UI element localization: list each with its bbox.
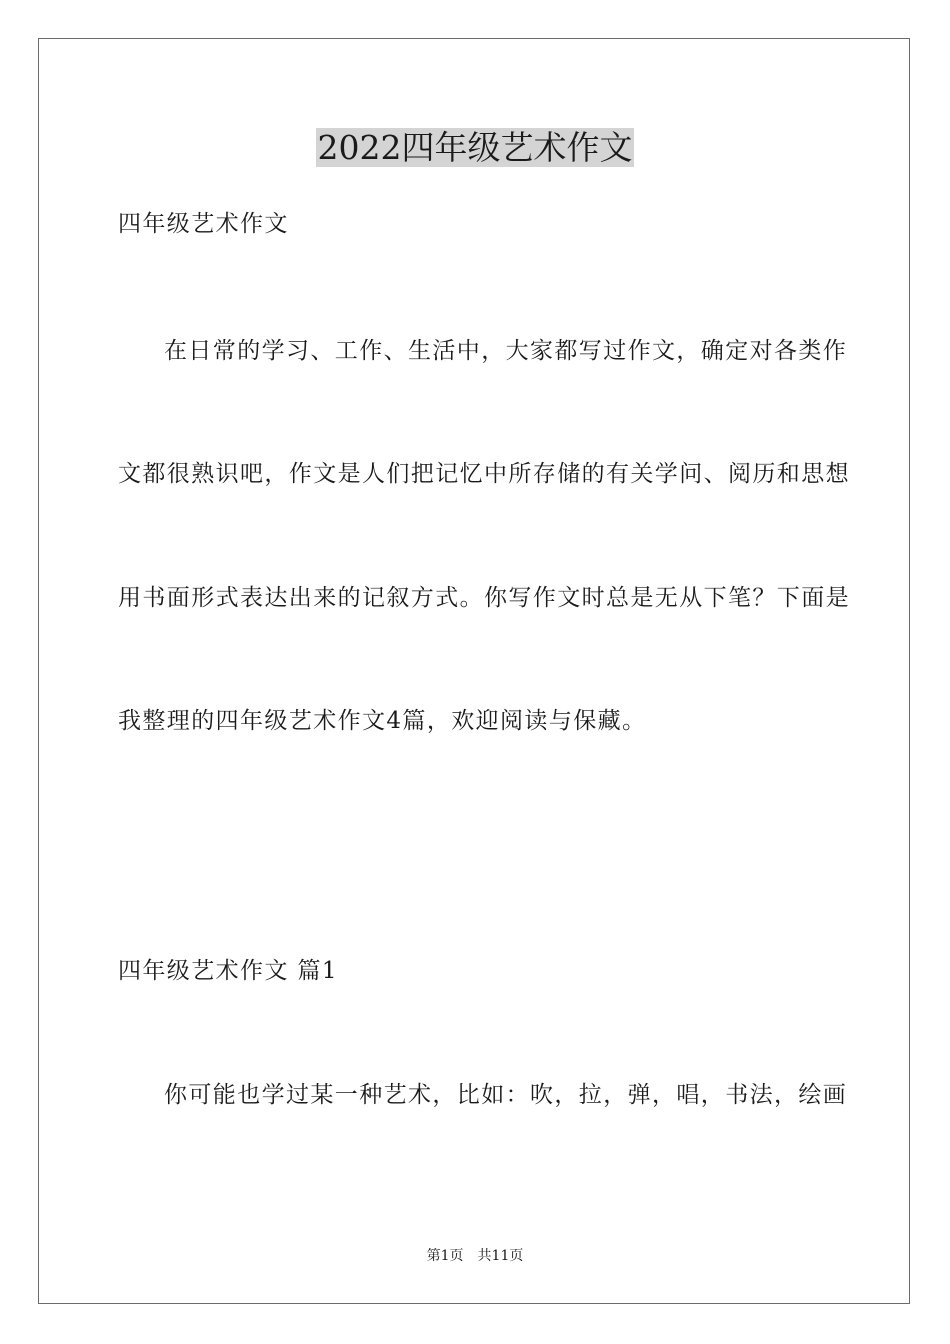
section-heading: 四年级艺术作文 篇1 bbox=[118, 958, 338, 984]
page-footer bbox=[0, 1247, 950, 1265]
page-total: 共11页 bbox=[477, 1248, 524, 1264]
document-title bbox=[0, 126, 950, 170]
document-title-text: 2022四年级艺术作文 bbox=[317, 128, 633, 167]
section-heading: 四年级艺术作文 bbox=[118, 211, 289, 237]
page-number: 第1页 bbox=[426, 1248, 464, 1264]
paragraph-line: 文都很熟识吧，作文是人们把记忆中所存储的有关学问、阅历和思想 bbox=[118, 461, 850, 487]
paragraph-line: 你可能也学过某一种艺术，比如：吹，拉，弹，唱，书法，绘画 bbox=[164, 1082, 848, 1108]
paragraph-line: 在日常的学习、工作、生活中，大家都写过作文，确定对各类作 bbox=[164, 338, 848, 364]
paragraph-line: 用书面形式表达出来的记叙方式。你写作文时总是无从下笔？下面是 bbox=[118, 585, 850, 611]
paragraph-line: 我整理的四年级艺术作文4篇，欢迎阅读与保藏。 bbox=[118, 708, 647, 734]
